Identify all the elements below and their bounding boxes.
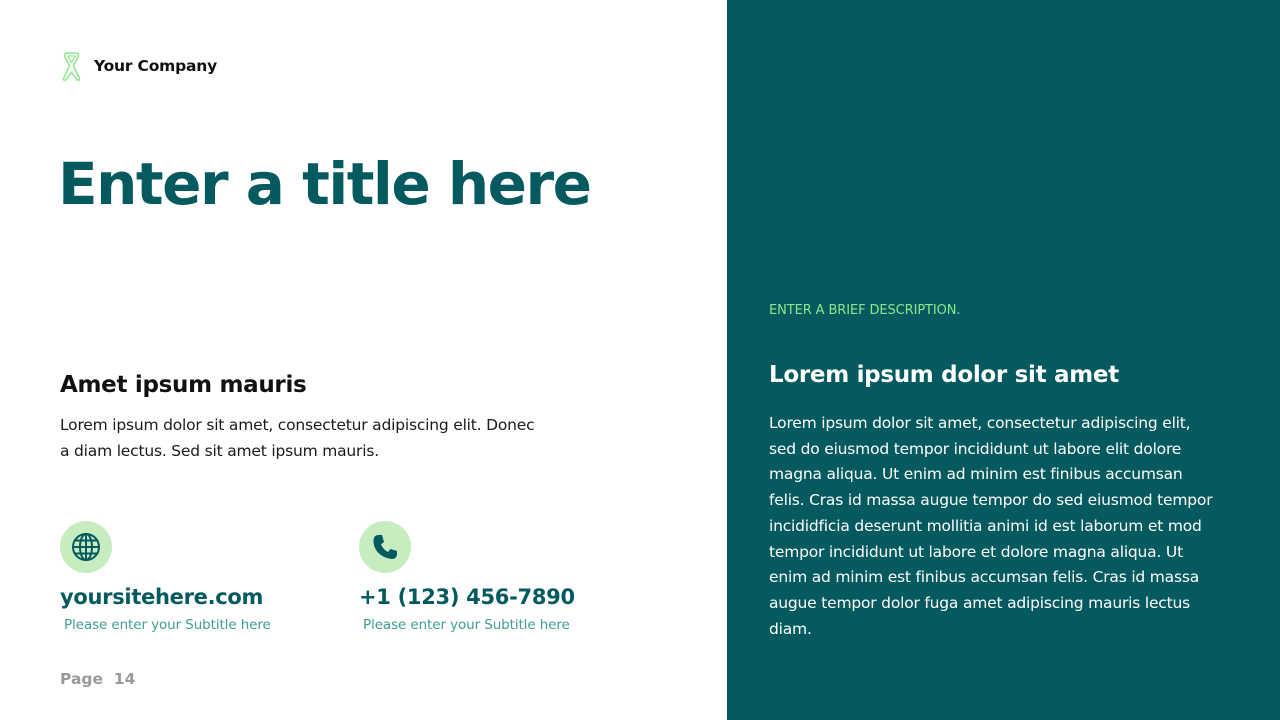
section-heading: Amet ipsum mauris: [60, 372, 307, 398]
page-number: Page 14: [60, 670, 136, 688]
slide-title: Enter a title here: [58, 150, 591, 218]
phone-number[interactable]: +1 (123) 456-7890: [359, 585, 575, 609]
website-subtitle: Please enter your Subtitle here: [64, 617, 271, 633]
globe-icon: [70, 531, 102, 563]
right-heading: Lorem ipsum dolor sit amet: [769, 362, 1119, 388]
contact-website: [60, 521, 350, 633]
right-body-text: Lorem ipsum dolor sit amet, consectetur adipiscing elit, sed do eiusmod tempor incididunt ut labore elit dolore magna aliqua. Ut enim ad minim est finibus accumsan felis. Cras id massa augue tempor do sed eiusmod tempor incididficia deserunt mollitia animi id est laborum et mod tempor incididunt ut labore et dolore magna aliqua. Ut enim ad minim est finibus accumsan felis. Cras id massa augue tempor dolor fuga amet adipiscing mauris lectus diam.: [769, 414, 1213, 638]
phone-subtitle: Please enter your Subtitle here: [363, 617, 570, 633]
ribbon-logo-icon: [60, 51, 83, 82]
globe-icon-circle: [60, 521, 112, 573]
phone-icon-circle: [359, 521, 411, 573]
company-name: Your Company: [94, 57, 217, 75]
website-link[interactable]: yoursitehere.com: [60, 585, 264, 609]
description-eyebrow: ENTER A BRIEF DESCRIPTION.: [769, 303, 961, 318]
logo-group: [60, 50, 217, 82]
phone-icon: [369, 531, 401, 563]
contact-phone: [359, 521, 649, 633]
section-body: Lorem ipsum dolor sit amet, consectetur adipiscing elit. Donec a diam lectus. Sed sit amet ipsum mauris.: [60, 416, 535, 460]
